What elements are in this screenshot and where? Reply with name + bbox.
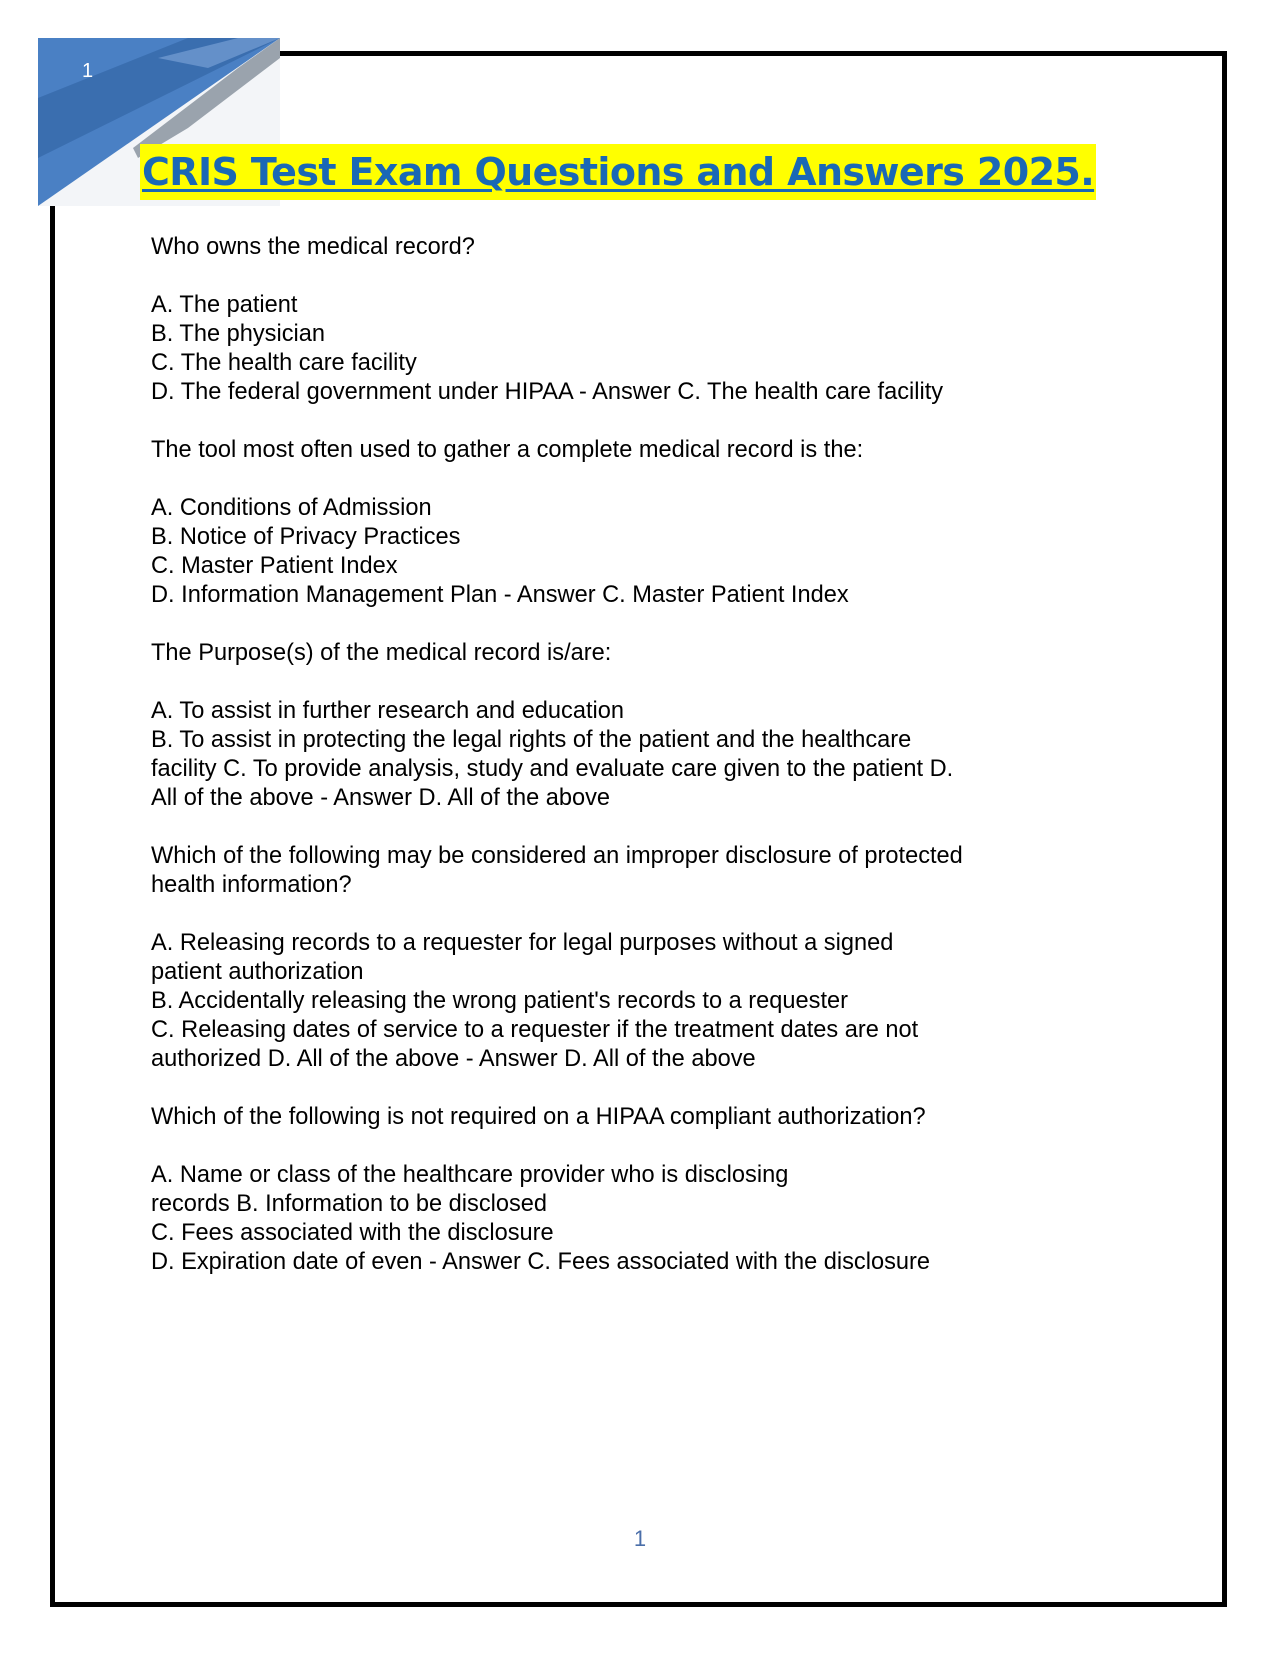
answer-option: C. Fees associated with the disclosure <box>151 1220 554 1246</box>
answer-option: C. The health care facility <box>151 350 417 376</box>
answer-option: authorized D. All of the above - Answer D. All of the above <box>151 1046 756 1072</box>
answer-option: C. Master Patient Index <box>151 553 398 579</box>
question-block <box>151 842 1031 1074</box>
question-prompt: Which of the following may be considered an improper disclosure of protected <box>151 843 963 869</box>
answer-option: B. Notice of Privacy Practices <box>151 524 461 550</box>
answer-option: B. Accidentally releasing the wrong patient's records to a requester <box>151 988 848 1014</box>
footer-page-number: 1 <box>633 1526 647 1551</box>
answer-option: A. Name or class of the healthcare provider who is disclosing <box>151 1162 789 1188</box>
answer-option: D. The federal government under HIPAA - Answer C. The health care facility <box>151 379 944 405</box>
answer-option: B. The physician <box>151 321 325 347</box>
answer-option: D. Expiration date of even - Answer C. Fees associated with the disclosure <box>151 1249 930 1275</box>
corner-page-number: 1 <box>82 60 94 82</box>
answer-option: B. To assist in protecting the legal rights of the patient and the healthcare <box>151 727 912 753</box>
qa-content <box>151 233 1031 1306</box>
answer-option: A. To assist in further research and education <box>151 698 625 724</box>
answer-option: All of the above - Answer D. All of the above <box>151 785 611 811</box>
question-prompt: health information? <box>151 872 352 898</box>
answer-option: facility C. To provide analysis, study and evaluate care given to the patient D. <box>151 756 954 782</box>
question-block <box>151 233 1031 407</box>
answer-option: A. Conditions of Admission <box>151 495 432 521</box>
answer-option: A. The patient <box>151 292 298 318</box>
question-prompt: The tool most often used to gather a complete medical record is the: <box>151 437 864 463</box>
answer-option: D. Information Management Plan - Answer C. Master Patient Index <box>151 582 849 608</box>
answer-option: A. Releasing records to a requester for legal purposes without a signed <box>151 930 894 956</box>
answer-option: C. Releasing dates of service to a requester if the treatment dates are not <box>151 1017 919 1043</box>
question-block <box>151 639 1031 813</box>
answer-option: records B. Information to be disclosed <box>151 1191 548 1217</box>
question-block <box>151 436 1031 610</box>
answer-option: patient authorization <box>151 959 364 985</box>
question-block <box>151 1103 1031 1277</box>
document-title: CRIS Test Exam Questions and Answers 2025. <box>140 144 1096 200</box>
question-prompt: Which of the following is not required on a HIPAA compliant authorization? <box>151 1104 926 1130</box>
question-prompt: Who owns the medical record? <box>151 234 475 260</box>
question-prompt: The Purpose(s) of the medical record is/are: <box>151 640 612 666</box>
